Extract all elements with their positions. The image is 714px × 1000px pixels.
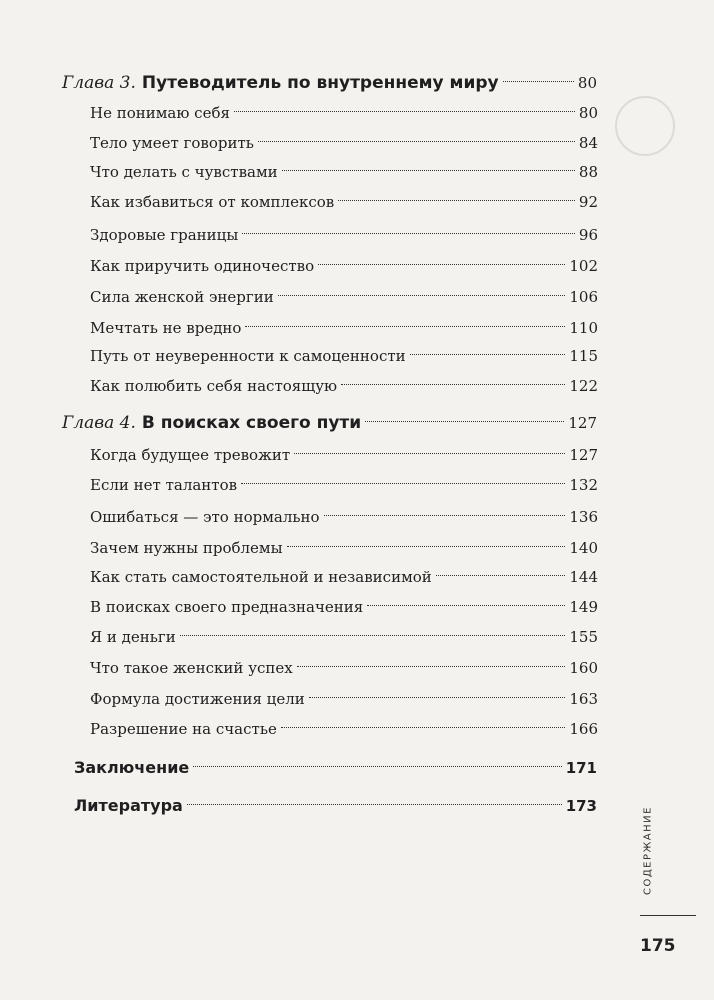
toc-item-title: Литература (74, 796, 183, 815)
page-ref: 92 (578, 193, 598, 211)
leader-dots (193, 766, 561, 767)
leader-dots (309, 697, 566, 698)
toc-item-title: Путь от неуверенности к самоценности (90, 347, 406, 365)
toc-item[interactable] (90, 624, 598, 650)
toc-item-title: Как приручить одиночество (90, 257, 315, 275)
toc-item[interactable] (90, 655, 598, 681)
page-ref: 144 (569, 568, 598, 586)
leader-dots (187, 804, 562, 805)
toc-item[interactable] (90, 564, 598, 590)
toc-item-title: Что делать с чувствами (90, 163, 278, 181)
toc-item[interactable] (90, 716, 598, 742)
leader-dots (245, 326, 565, 327)
leader-dots (338, 200, 575, 201)
toc-item[interactable] (90, 686, 598, 712)
toc-references[interactable] (74, 793, 597, 819)
page-number: 175 (640, 936, 676, 956)
toc-item[interactable] (90, 284, 598, 310)
toc-item-title: Формула достижения цели (90, 690, 305, 708)
chapter-title (62, 70, 499, 96)
toc-item-title: Сила женской энергии (90, 288, 274, 306)
page-ref: 127 (569, 446, 598, 464)
page-ref: 149 (569, 598, 598, 616)
chapter-name: В поисках своего пути (141, 413, 362, 433)
toc-item[interactable] (90, 159, 598, 185)
toc-item-title: Зачем нужны проблемы (90, 539, 283, 557)
leader-dots (294, 453, 565, 454)
page-ref: 160 (569, 659, 598, 677)
toc-item[interactable] (90, 189, 598, 215)
toc-conclusion[interactable] (74, 755, 597, 781)
toc-item-title: Что такое женский успех (90, 659, 293, 677)
leader-dots (324, 515, 566, 516)
page-ref: 136 (569, 508, 598, 526)
toc-item-title: Ошибаться — это нормально (90, 508, 320, 526)
leader-dots (436, 575, 566, 576)
page-ref: 140 (569, 539, 598, 557)
page-ref: 80 (578, 104, 598, 122)
chapter-label: Глава 4. (62, 413, 136, 433)
page-ref: 110 (569, 319, 598, 337)
toc-item[interactable] (90, 130, 598, 156)
section-label-text: СОДЕРЖАНИЕ (642, 806, 654, 895)
page-ref: 80 (577, 74, 597, 92)
toc-item-title: Когда будущее тревожит (90, 446, 291, 464)
toc-item[interactable] (90, 222, 598, 248)
toc-item-title: Мечтать не вредно (90, 319, 242, 337)
page-ref: 102 (569, 257, 598, 275)
toc-item-title: Я и деньги (90, 628, 176, 646)
toc-item[interactable] (90, 253, 598, 279)
chapter-name: Путеводитель по внутреннему миру (141, 73, 499, 93)
page-ref: 163 (569, 690, 598, 708)
toc-item[interactable] (90, 594, 598, 620)
bleed-through-badge (615, 96, 675, 156)
toc-item[interactable] (90, 100, 598, 126)
toc-item-title: Если нет талантов (90, 476, 238, 494)
page-ref: 122 (569, 377, 598, 395)
page-ref: 88 (578, 163, 598, 181)
toc-item[interactable] (90, 504, 598, 530)
toc-item-title: Не понимаю себя (90, 104, 230, 122)
toc-item-title: Как избавиться от комплексов (90, 193, 335, 211)
footer-rule (640, 915, 696, 916)
page-ref: 106 (569, 288, 598, 306)
leader-dots (282, 170, 575, 171)
toc-item[interactable] (90, 535, 598, 561)
toc-item-title: Тело умеет говорить (90, 134, 254, 152)
toc-item[interactable] (90, 343, 598, 369)
running-section-label (638, 805, 658, 905)
leader-dots (258, 141, 575, 142)
chapter-label: Глава 3. (62, 73, 136, 93)
leader-dots (278, 295, 566, 296)
toc-item[interactable] (90, 472, 598, 498)
toc-item-title: В поисках своего предназначения (90, 598, 364, 616)
leader-dots (365, 421, 564, 422)
toc-item-title: Как стать самостоятельной и независимой (90, 568, 432, 586)
leader-dots (241, 483, 565, 484)
leader-dots (503, 81, 574, 82)
toc-item-title: Разрешение на счастье (90, 720, 277, 738)
leader-dots (287, 546, 566, 547)
page-ref: 96 (578, 226, 598, 244)
page-ref: 132 (569, 476, 598, 494)
page-ref: 171 (565, 759, 597, 777)
toc-chapter-3[interactable] (62, 70, 597, 96)
page-ref: 115 (569, 347, 598, 365)
toc-chapter-4[interactable] (62, 410, 597, 436)
page-ref: 155 (569, 628, 598, 646)
toc-item[interactable] (90, 373, 598, 399)
leader-dots (242, 233, 575, 234)
toc-item[interactable] (90, 315, 598, 341)
leader-dots (180, 635, 566, 636)
page-ref: 127 (568, 414, 597, 432)
leader-dots (281, 727, 565, 728)
toc-item-title: Как полюбить себя настоящую (90, 377, 338, 395)
leader-dots (367, 605, 565, 606)
chapter-title (62, 410, 361, 436)
toc-item[interactable] (90, 442, 598, 468)
leader-dots (410, 354, 566, 355)
leader-dots (297, 666, 566, 667)
page-ref: 84 (578, 134, 598, 152)
toc-item-title: Здоровые границы (90, 226, 239, 244)
page-ref: 166 (569, 720, 598, 738)
leader-dots (341, 384, 565, 385)
leader-dots (318, 264, 565, 265)
leader-dots (234, 111, 575, 112)
toc-item-title: Заключение (74, 758, 190, 777)
page-ref: 173 (565, 797, 597, 815)
